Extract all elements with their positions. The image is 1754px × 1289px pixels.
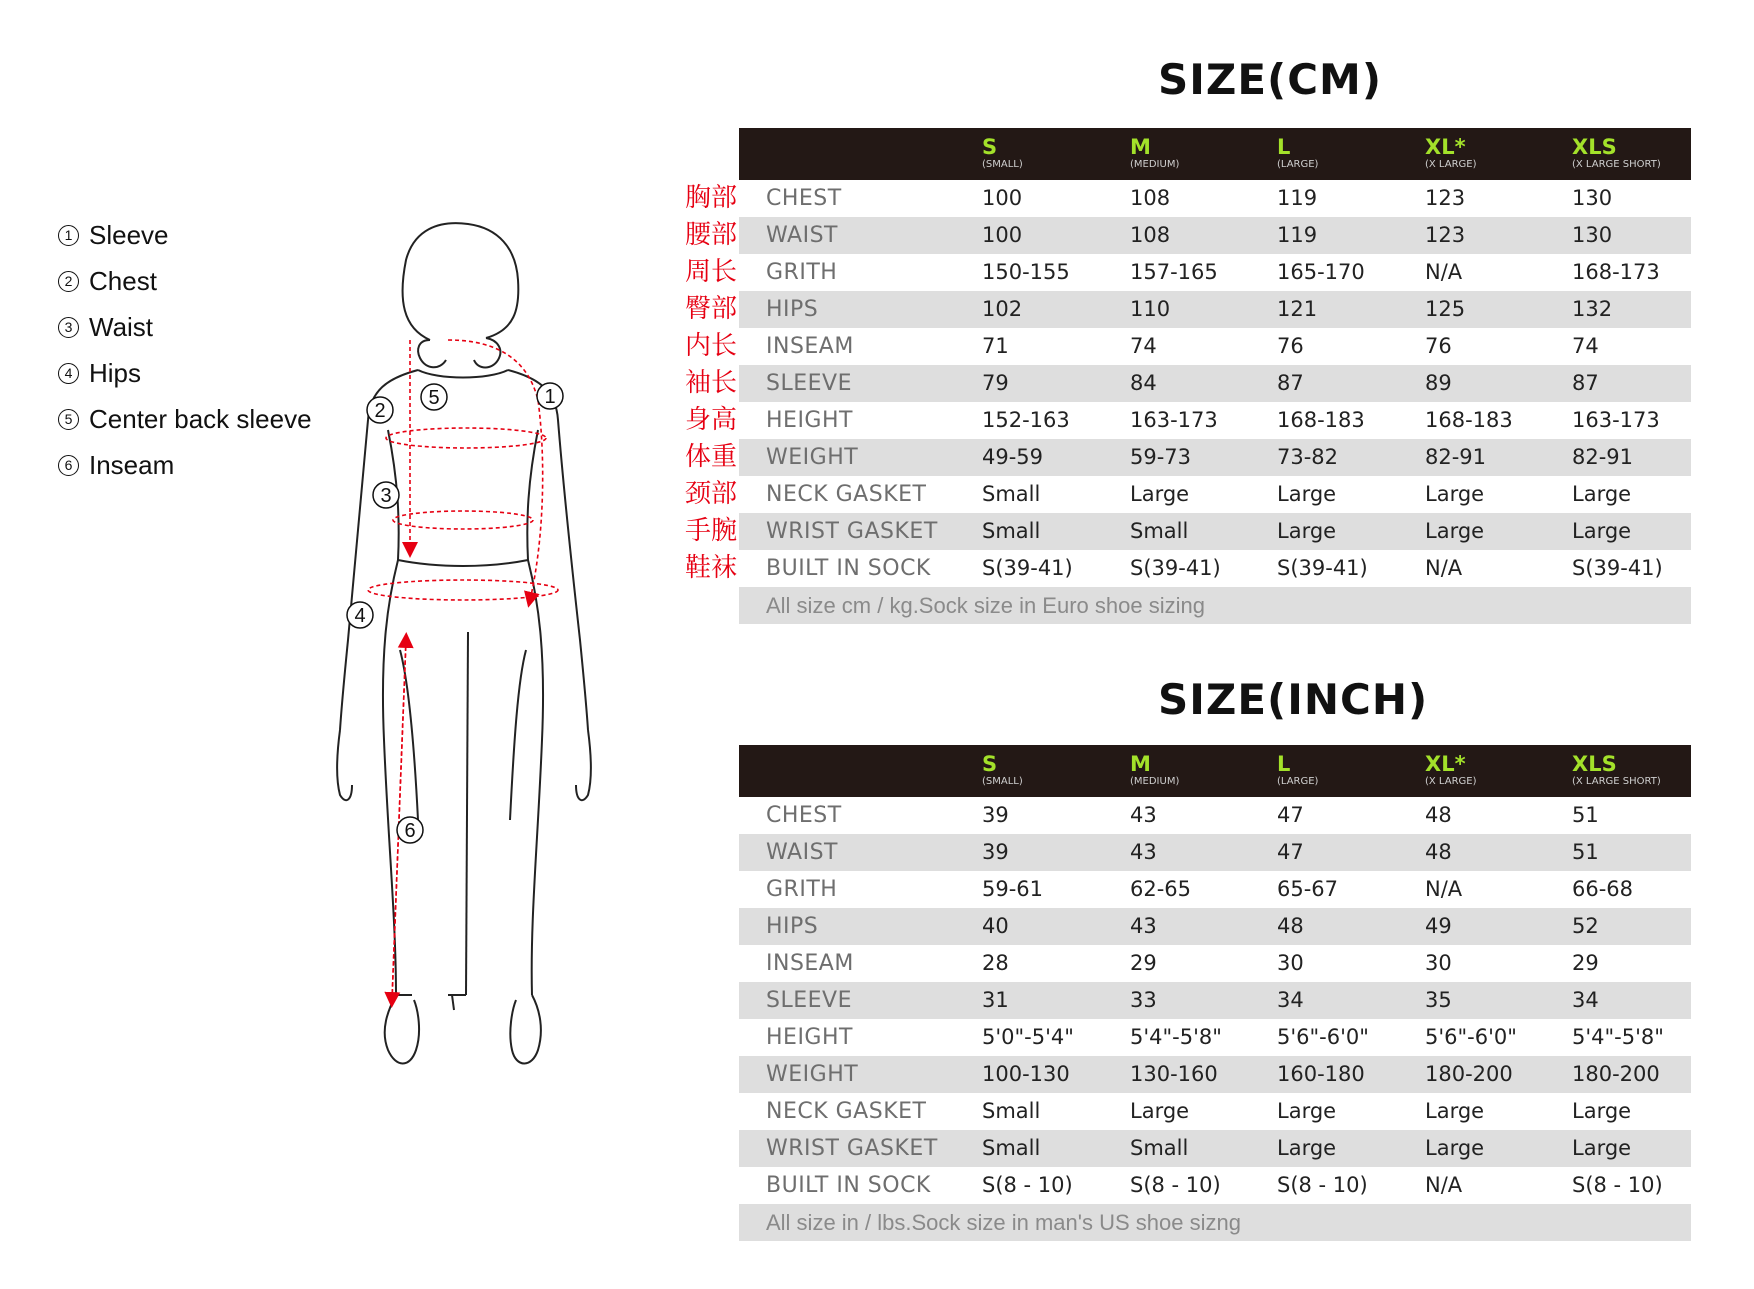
table-header <box>739 745 1691 797</box>
table-cell: 130 <box>1572 223 1613 247</box>
row-label: WAIST <box>766 223 838 248</box>
table-cell: 43 <box>1130 914 1157 938</box>
table-cell: 163-173 <box>1130 408 1218 432</box>
size-code: XLS <box>1572 135 1617 159</box>
table-row <box>739 1056 1691 1093</box>
size-name: (X LARGE SHORT) <box>1572 776 1661 787</box>
table-cell: Large <box>1572 1099 1632 1123</box>
table-row <box>684 328 1691 365</box>
row-label-chinese: 身高 <box>684 405 737 435</box>
table-cell: Large <box>1277 519 1337 543</box>
table-row <box>684 180 1691 217</box>
table-row <box>684 513 1691 550</box>
cm-size-table <box>684 128 1691 624</box>
measurement-legend <box>58 212 312 488</box>
size-column-header <box>1425 136 1477 172</box>
body-figure <box>318 220 648 1230</box>
table-cell: 71 <box>982 334 1009 358</box>
table-cell: N/A <box>1425 260 1463 284</box>
size-code: M <box>1130 135 1151 159</box>
body-outline <box>337 223 591 1063</box>
table-cell: Large <box>1277 1136 1337 1160</box>
table-cell: S(8 - 10) <box>982 1173 1073 1197</box>
marker-3: 3 <box>380 485 392 507</box>
row-label-chinese: 臀部 <box>684 294 737 324</box>
table-cell: 39 <box>982 803 1009 827</box>
legend-item <box>58 350 312 396</box>
table-cell: 5'4"-5'8" <box>1130 1025 1222 1049</box>
footnote-text: All size cm / kg.Sock size in Euro shoe sizing <box>766 593 1205 618</box>
legend-number: 4 <box>58 363 79 384</box>
table-cell: Large <box>1425 482 1485 506</box>
table-cell: 73-82 <box>1277 445 1339 469</box>
size-name: (LARGE) <box>1277 159 1319 170</box>
table-row <box>739 908 1691 945</box>
table-cell: 87 <box>1277 371 1304 395</box>
legend-number: 6 <box>58 455 79 476</box>
size-code: XL* <box>1425 135 1466 159</box>
legend-number: 3 <box>58 317 79 338</box>
table-row <box>684 439 1691 476</box>
row-label: CHEST <box>766 803 842 828</box>
table-cell: Small <box>1130 519 1189 543</box>
table-row <box>739 797 1691 834</box>
table-cell: 29 <box>1130 951 1157 975</box>
row-label: BUILT IN SOCK <box>766 556 931 581</box>
size-name: (SMALL) <box>982 159 1023 170</box>
table-cell: Large <box>1572 519 1632 543</box>
table-cell: 30 <box>1425 951 1452 975</box>
size-column-header <box>982 136 1023 172</box>
table-cell: 160-180 <box>1277 1062 1365 1086</box>
table-row <box>739 871 1691 908</box>
marker-5: 5 <box>428 387 440 409</box>
table-cell: 48 <box>1425 840 1452 864</box>
row-label: WRIST GASKET <box>766 519 938 544</box>
table-cell: Large <box>1277 482 1337 506</box>
figure-markers <box>347 383 563 843</box>
table-cell: 74 <box>1130 334 1157 358</box>
table-cell: 52 <box>1572 914 1599 938</box>
table-cell: 48 <box>1277 914 1304 938</box>
table-cell: 82-91 <box>1425 445 1487 469</box>
table-cell: 84 <box>1130 371 1157 395</box>
table-cell: 59-73 <box>1130 445 1192 469</box>
table-row <box>739 1130 1691 1167</box>
table-cell: S(39-41) <box>982 556 1073 580</box>
table-cell: 130-160 <box>1130 1062 1218 1086</box>
size-code: L <box>1277 752 1291 776</box>
table-cell: 180-200 <box>1425 1062 1513 1086</box>
table-row <box>684 402 1691 439</box>
table-cell: Large <box>1130 1099 1190 1123</box>
table-cell: 5'6"-6'0" <box>1277 1025 1369 1049</box>
size-name: (X LARGE) <box>1425 776 1477 787</box>
row-label: NECK GASKET <box>766 1099 927 1124</box>
table-cell: 76 <box>1277 334 1304 358</box>
table-cell: 123 <box>1425 186 1466 210</box>
row-label: WEIGHT <box>766 445 859 470</box>
table-cell: S(8 - 10) <box>1130 1173 1221 1197</box>
row-label-chinese: 腰部 <box>684 220 737 250</box>
table-row <box>684 217 1691 254</box>
row-label: HEIGHT <box>766 408 853 433</box>
table-cell: Large <box>1425 1099 1485 1123</box>
table-footnote <box>739 1204 1691 1241</box>
row-label: HIPS <box>766 297 819 322</box>
size-column-header <box>982 753 1023 789</box>
table-cell: 89 <box>1425 371 1452 395</box>
table-cell: 152-163 <box>982 408 1070 432</box>
legend-label: Waist <box>89 311 154 342</box>
size-code: L <box>1277 135 1291 159</box>
table-row <box>739 1019 1691 1056</box>
row-label-chinese: 鞋袜 <box>684 553 737 583</box>
table-cell: 47 <box>1277 840 1304 864</box>
row-label-chinese: 手腕 <box>684 516 737 546</box>
table-cell: Small <box>982 1136 1041 1160</box>
size-column-header <box>1572 753 1661 789</box>
table-header <box>739 128 1691 180</box>
row-label-chinese: 胸部 <box>684 183 737 213</box>
table-cell: 119 <box>1277 186 1318 210</box>
row-label-chinese: 体重 <box>684 442 737 472</box>
footnote-text: All size in / lbs.Sock size in man's US shoe sizng <box>766 1210 1241 1235</box>
table-cell: Small <box>982 482 1041 506</box>
legend-item <box>58 258 312 304</box>
inch-table-title: SIZE(INCH) <box>1158 675 1429 724</box>
size-code: M <box>1130 752 1151 776</box>
table-cell: S(8 - 10) <box>1277 1173 1368 1197</box>
table-cell: 34 <box>1572 988 1599 1012</box>
legend-item <box>58 396 312 442</box>
table-cell: Large <box>1425 519 1485 543</box>
legend-label: Center back sleeve <box>89 403 312 434</box>
row-label-chinese: 颈部 <box>684 479 737 509</box>
table-row <box>684 476 1691 513</box>
table-cell: 33 <box>1130 988 1157 1012</box>
legend-item <box>58 304 312 350</box>
table-cell: 35 <box>1425 988 1452 1012</box>
table-row <box>684 254 1691 291</box>
table-row <box>739 1093 1691 1130</box>
table-cell: S(39-41) <box>1572 556 1663 580</box>
size-column-header <box>1277 136 1318 172</box>
table-cell: 163-173 <box>1572 408 1660 432</box>
table-cell: 65-67 <box>1277 877 1339 901</box>
measurement-lines <box>368 340 558 1000</box>
table-row <box>684 291 1691 328</box>
inch-size-table <box>739 745 1691 1241</box>
table-cell: 121 <box>1277 297 1318 321</box>
table-cell: 180-200 <box>1572 1062 1660 1086</box>
row-label: SLEEVE <box>766 371 852 396</box>
table-cell: 51 <box>1572 840 1599 864</box>
size-code: S <box>982 752 998 776</box>
table-cell: 39 <box>982 840 1009 864</box>
table-row <box>739 834 1691 871</box>
size-column-header <box>1425 753 1477 789</box>
table-cell: Large <box>1572 1136 1632 1160</box>
table-cell: 150-155 <box>982 260 1070 284</box>
size-column-header <box>1130 136 1179 172</box>
row-label: INSEAM <box>766 334 854 359</box>
table-row <box>739 982 1691 1019</box>
size-column-header <box>1277 753 1318 789</box>
marker-2: 2 <box>374 400 386 422</box>
table-cell: S(39-41) <box>1277 556 1368 580</box>
row-label-chinese: 周长 <box>684 257 737 287</box>
legend-item <box>58 442 312 488</box>
table-cell: Large <box>1130 482 1190 506</box>
table-cell: 29 <box>1572 951 1599 975</box>
table-cell: 123 <box>1425 223 1466 247</box>
row-label-chinese: 袖长 <box>684 368 737 398</box>
row-label: HEIGHT <box>766 1025 853 1050</box>
size-column-header <box>1130 753 1179 789</box>
legend-label: Inseam <box>89 449 175 480</box>
table-cell: 62-65 <box>1130 877 1192 901</box>
legend-label: Chest <box>89 265 157 296</box>
row-label: WEIGHT <box>766 1062 859 1087</box>
table-cell: 5'4"-5'8" <box>1572 1025 1664 1049</box>
row-label: CHEST <box>766 186 842 211</box>
table-cell: N/A <box>1425 1173 1463 1197</box>
table-cell: Large <box>1572 482 1632 506</box>
table-cell: 165-170 <box>1277 260 1365 284</box>
row-label: HIPS <box>766 914 819 939</box>
table-cell: 5'6"-6'0" <box>1425 1025 1517 1049</box>
table-cell: 110 <box>1130 297 1171 321</box>
table-cell: Small <box>982 519 1041 543</box>
table-cell: 31 <box>982 988 1009 1012</box>
table-cell: 132 <box>1572 297 1613 321</box>
table-cell: 74 <box>1572 334 1599 358</box>
table-cell: 30 <box>1277 951 1304 975</box>
table-cell: 87 <box>1572 371 1599 395</box>
size-code: XL* <box>1425 752 1466 776</box>
legend-number: 5 <box>58 409 79 430</box>
table-cell: S(8 - 10) <box>1572 1173 1663 1197</box>
table-cell: 168-183 <box>1277 408 1365 432</box>
table-row <box>739 1167 1691 1204</box>
row-label: WRIST GASKET <box>766 1136 938 1161</box>
row-label-chinese: 内长 <box>684 331 737 361</box>
table-cell: 130 <box>1572 186 1613 210</box>
table-cell: 168-183 <box>1425 408 1513 432</box>
size-name: (X LARGE) <box>1425 159 1477 170</box>
table-cell: 5'0"-5'4" <box>982 1025 1074 1049</box>
marker-4: 4 <box>354 605 366 627</box>
size-name: (MEDIUM) <box>1130 776 1180 787</box>
table-cell: 40 <box>982 914 1009 938</box>
row-label: BUILT IN SOCK <box>766 1173 931 1198</box>
table-cell: 157-165 <box>1130 260 1218 284</box>
size-column-header <box>1572 136 1661 172</box>
table-cell: 49-59 <box>982 445 1044 469</box>
table-cell: 125 <box>1425 297 1466 321</box>
table-cell: 119 <box>1277 223 1318 247</box>
row-label: INSEAM <box>766 951 854 976</box>
row-label: NECK GASKET <box>766 482 927 507</box>
table-cell: Small <box>982 1099 1041 1123</box>
table-row <box>739 945 1691 982</box>
table-cell: 51 <box>1572 803 1599 827</box>
table-cell: 100 <box>982 186 1023 210</box>
legend-number: 2 <box>58 271 79 292</box>
cm-table-title: SIZE(CM) <box>1158 55 1383 104</box>
table-row <box>684 550 1691 587</box>
table-cell: Large <box>1277 1099 1337 1123</box>
table-cell: 102 <box>982 297 1023 321</box>
table-cell: 59-61 <box>982 877 1044 901</box>
row-label: SLEEVE <box>766 988 852 1013</box>
legend-item <box>58 212 312 258</box>
table-cell: 100-130 <box>982 1062 1070 1086</box>
size-code: XLS <box>1572 752 1617 776</box>
table-cell: 76 <box>1425 334 1452 358</box>
table-cell: 47 <box>1277 803 1304 827</box>
size-code: S <box>982 135 998 159</box>
row-label: GRITH <box>766 260 838 285</box>
table-row <box>684 365 1691 402</box>
size-name: (LARGE) <box>1277 776 1319 787</box>
table-cell: 43 <box>1130 803 1157 827</box>
table-cell: Large <box>1425 1136 1485 1160</box>
table-cell: 108 <box>1130 186 1171 210</box>
size-name: (MEDIUM) <box>1130 159 1180 170</box>
table-cell: Small <box>1130 1136 1189 1160</box>
table-cell: 28 <box>982 951 1009 975</box>
table-cell: S(39-41) <box>1130 556 1221 580</box>
table-cell: 43 <box>1130 840 1157 864</box>
legend-number: 1 <box>58 225 79 246</box>
row-label: GRITH <box>766 877 838 902</box>
table-cell: N/A <box>1425 556 1463 580</box>
row-label: WAIST <box>766 840 838 865</box>
table-cell: 100 <box>982 223 1023 247</box>
table-cell: 108 <box>1130 223 1171 247</box>
legend-label: Hips <box>89 357 142 388</box>
table-cell: N/A <box>1425 877 1463 901</box>
table-cell: 49 <box>1425 914 1452 938</box>
table-footnote <box>739 587 1691 624</box>
table-cell: 48 <box>1425 803 1452 827</box>
size-name: (X LARGE SHORT) <box>1572 159 1661 170</box>
legend-label: Sleeve <box>89 219 169 250</box>
table-cell: 82-91 <box>1572 445 1634 469</box>
table-cell: 34 <box>1277 988 1304 1012</box>
table-cell: 168-173 <box>1572 260 1660 284</box>
marker-6: 6 <box>404 820 416 842</box>
marker-1: 1 <box>544 386 556 408</box>
table-cell: 66-68 <box>1572 877 1634 901</box>
body-outline-illustration <box>318 220 648 1230</box>
size-name: (SMALL) <box>982 776 1023 787</box>
table-cell: 79 <box>982 371 1009 395</box>
